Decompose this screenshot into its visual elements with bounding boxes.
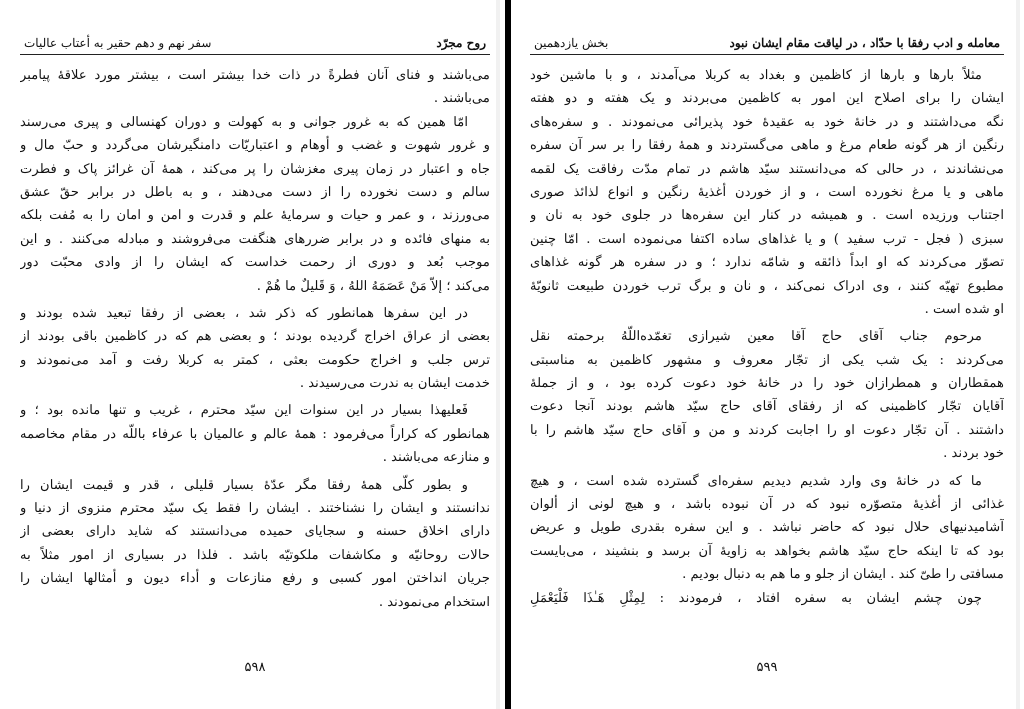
text-line: رنگین از هر گونه طعام مرغ و ماهی می‌گستردند و همهٔ رفقا را بر سر آن سفره [530,138,1004,154]
text-line: سبزی ( فجل - ترب سفید ) و یا غذاهای ساده اکتفا می‌نموده است . امّا چنین [530,231,1004,247]
book-title: روح مجرّد [436,36,486,50]
text-line: نگه می‌داشتند و در خانهٔ خود به عقیدهٔ خود پذیرائی می‌نمودند . و سفره‌های [530,114,1004,130]
text-line: ایشان را برای اصلاح این امور به کاظمین می‌بردند و یک هفته و دو هفته [530,91,1004,107]
text-line: در این سفرها همانطور که ذکر شد ، بعضی از رفقا تبعید شده بودند و [20,305,468,321]
text-line: مطبوع تهیّه کنند ، وی ادراک نمی‌کند ، و نان و برگ ترب خوردن طبیعت ثانویّهٔ [530,278,1004,294]
text-line: سالم و دست نخورده را از دست می‌دهند ، و به باطل در برابر حقّ عشق [20,184,490,200]
text-line: ماهی و یا مرغ نخورده است ، و از خوردن أغذیهٔ رنگین و انواع لذائذ صوری [530,184,1004,200]
text-line: می‌باشند . [433,91,490,107]
text-line: می‌کردند : یک شب یکی از تجّار معروف و مشهور کاظمین به مناسبتی [530,352,1004,368]
right-page [530,0,1004,709]
text-line: می‌کند ؛ إلاّ مَنْ عَصَمَهُ اللهُ ، وَ قَلیلٌ ما هُمْ . [256,278,490,294]
text-line: می‌ورزند ، و عمر و حیات و سرمایهٔ علم و قدرت و امن و امان را به مُفت بلکه [20,208,490,224]
text-line: به منهای فائده و در برابر ضررهای هنگفت می‌فروشند و مبادله می‌کنند . و این [20,231,490,247]
text-line: اجتناب ورزیده است . و همیشه در کنار این سفره‌ها در جلوی خود به نان و [530,208,1004,224]
text-line: همانطور که کراراً می‌فرمود : همهٔ عالم و عالمیان با عرفاء باللّه در مقام مخاصمه [20,426,490,442]
text-line: چون چشم ایشان به سفره افتاد ، فرمودند : لِمِثْلِ هَـٰذَا فَلْیَعْمَلِ [530,590,982,606]
text-line: همقطاران و همطرازان خود را در خانهٔ خود دعوت کرده بود ، و از جملهٔ [530,376,1004,392]
text-line: تصوّر می‌کردند که او ابداً ذائقه و شامّه ندارد ؛ و در سفره هر گونه غذاهای [530,255,1004,271]
page-body [20,64,490,614]
running-header [20,34,490,55]
text-line: او شده است . [924,301,1004,317]
text-line: می‌باشند و فنای آنان فطرةً در ذات خدا بیشتر است ، بیشتر مورد علاقهٔ پیامبر [20,68,490,83]
text-line: ندانستند و ایشان را نشناختند . ایشان را فقط یک سیّد محترم منزوی از دنیا و [20,501,490,517]
text-line: آشامیدنیهای حلال نبود که حاضر نباشد . و این سفره بقدری طویل و عریض [530,520,1004,536]
text-line: داشتند . آن تجّار دعوت او را اجابت کردند و من و آقای حاج سیّد هاشم را با [530,422,1004,438]
page-number: ۵۹۹ [756,660,778,675]
section-title: معامله و ادب رفقا با حدّاد ، در لیاقت مقام ایشان نبود [729,36,1000,50]
text-line: مسافتی را طیّ کند . ایشان از جلو و ما هم به دنبال بودیم . [682,567,1004,583]
text-line: آقایان تجّار کاظمینی که از رفقای آقای حاج سیّد هاشم بودند آنجا دعوت [530,399,1004,415]
text-line: و بطور کلّی همهٔ رفقا مگر عدّهٔ بسیار قلیلی ، قدر و قیمت ایشان را [20,477,468,493]
page-edge [496,0,500,709]
text-line: ما که در خانهٔ وی وارد شدیم دیدیم سفره‌ای گسترده شده است ، و هیچ [530,473,982,489]
page-body [530,64,1004,610]
section-title: سفر نهم و دهم حقیر به أعتاب عالیات [24,36,212,50]
text-line: خود بردند . [943,446,1004,462]
page-number: ۵۹۸ [244,660,266,675]
text-line: موجب بُعد و دوری از رحمت خداست که ایشان را از وادی محبّت دور [20,255,490,271]
text-line: مثلاً بارها و بارها از کاظمین و بغداد به کربلا می‌آمدند ، و با ماشین خود [530,68,982,83]
text-line: فَعلیهذا بسیار در این سنوات این سیّد محترم ، غریب و تنها مانده بود ؛ و [20,403,468,419]
text-line: مرحوم جناب آقای حاج آقا معین شیرازی تغمّده‌اللّهُ برحمته نقل [530,329,982,345]
text-line: حالات روحانیّه و مکاشفات ملکوتیّه باشد . فلذا در بسیاری از امور مثلاً به [20,547,490,563]
running-header [530,34,1004,55]
text-line: و غرور شهوت و غضب و أوهام و اعتباریّات دامنگیرشان می‌گردد و حبّ مال و [20,138,490,154]
chapter-title: بخش یازدهمین [534,36,609,50]
text-line: استخدام می‌نمودند . [378,594,490,610]
text-line: و منازعه می‌باشند . [382,450,490,466]
text-line: بود که تا اینکه حاج سیّد هاشم بخواهد به زاویهٔ آن برسد و بنشیند ، می‌بایست [530,543,1004,559]
text-line: بعضی از عراق اخراج گردیده بودند ؛ و بعضی هم که در کاظمین باقی بودند از [20,329,490,345]
text-line: جاه و اعتبار در زمان پیری مغزشان را پر می‌کند ، همهٔ آن غرائز پاک و فطرت [20,161,490,177]
page-edge [1016,0,1020,709]
text-line: غذائی از أغذیهٔ متصوّره نبود که در آن نبوده باشد ، و هیچ لونی از ألوان [530,497,1004,513]
text-line: ترس جلب و اخراج حکومت بعثی ، کمتر به کربلا رفت و آمد می‌نمودند و [20,352,490,368]
text-line: امّا همین که به غرور جوانی و به کهولت و دوران کهنسالی و پیری می‌رسند [20,114,468,130]
text-line: دارای اخلاق حسنه و سجایای حمیده می‌دانستند که شاید دارای بعضی از [20,524,490,540]
text-line: جریان انداختن امور کسبی و رفع منازعات و أداء دیون و أمثالها ایشان را [20,571,490,587]
text-line: خدمت ایشان به ندرت می‌رسیدند . [299,376,490,392]
book-gutter [505,0,511,709]
text-line: می‌نشاندند ، در حالی که می‌دانستند سیّد هاشم در تمام مدّت رفاقت یک لقمه [530,161,1004,177]
left-page [20,0,490,709]
